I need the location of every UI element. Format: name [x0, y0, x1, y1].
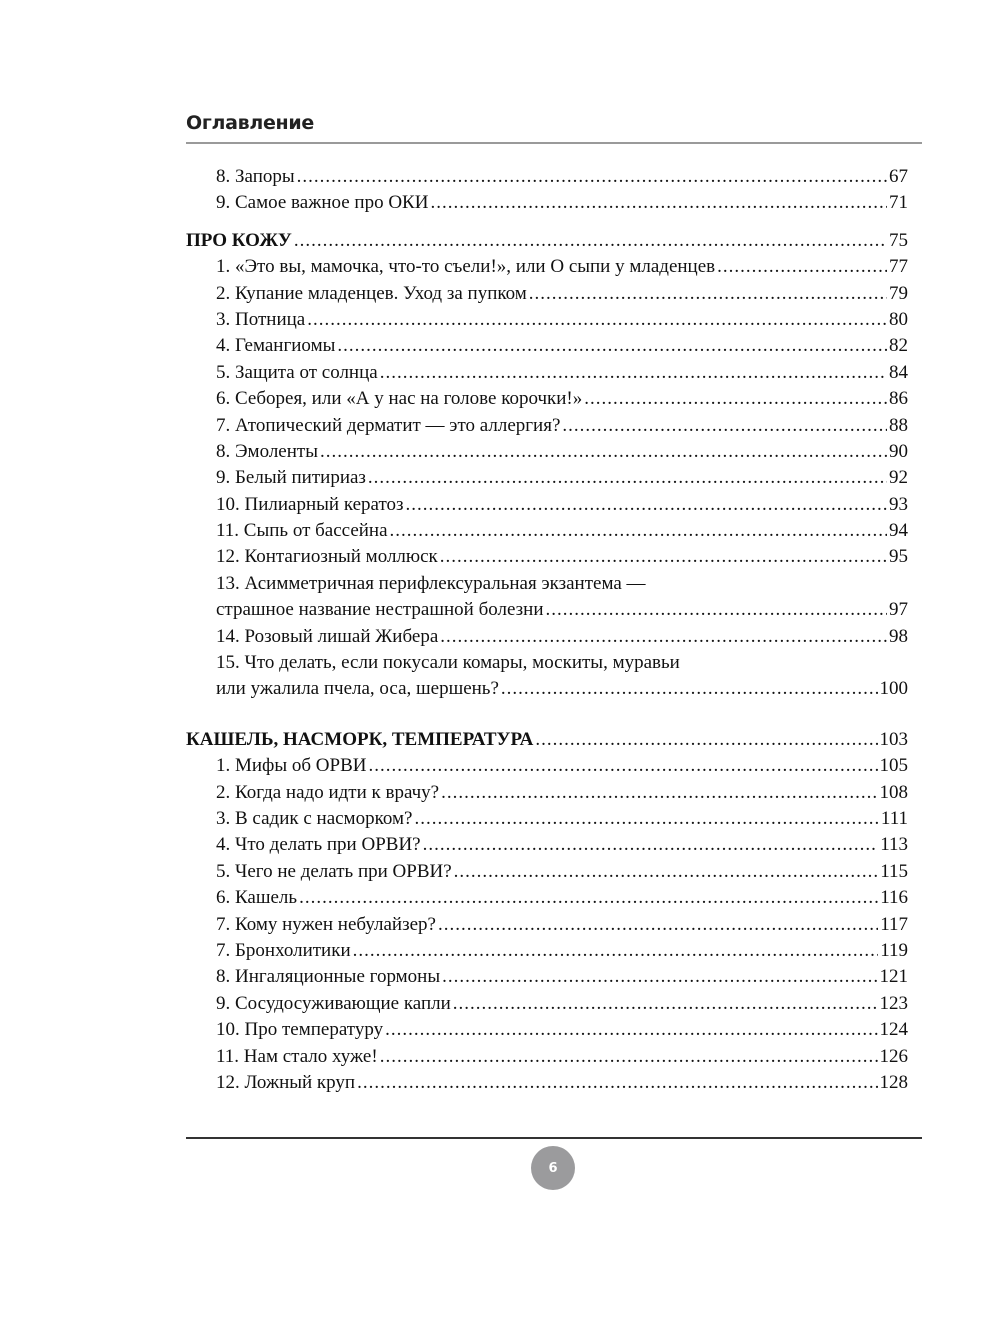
dot-leader [438, 912, 878, 938]
dot-leader [454, 859, 879, 885]
dot-leader [353, 938, 879, 964]
toc-entry-title: страшное название нестрашной болезни [216, 599, 544, 621]
toc-page-number: 92 [889, 467, 908, 489]
toc-entry-title: 6. Себорея, или «А у нас на голове корочки!» [216, 388, 583, 410]
dot-leader [501, 676, 878, 702]
toc-page-number: 79 [889, 282, 908, 304]
toc-line [186, 492, 908, 518]
toc-page-number: 116 [880, 887, 908, 909]
toc-entry-title: 3. Потница [216, 308, 306, 330]
dot-leader [430, 190, 887, 216]
toc-line [186, 571, 908, 597]
toc-page-number: 126 [879, 1045, 908, 1067]
toc-entry[interactable] [186, 413, 908, 439]
toc-line [186, 832, 908, 858]
dot-leader [337, 333, 887, 359]
dot-leader [717, 254, 887, 280]
toc-page-number: 105 [879, 755, 908, 777]
toc-page-number: 108 [879, 781, 908, 803]
toc-line [186, 386, 908, 412]
toc-entry-title: 10. Пилиарный кератоз [216, 493, 404, 515]
toc-page-number: 93 [889, 493, 908, 515]
toc-entry[interactable] [186, 254, 908, 280]
toc-entry-title: 12. Контагиозный моллюск [216, 546, 438, 568]
dot-leader [441, 780, 877, 806]
toc-entry-title: или ужалила пчела, оса, шершень? [216, 678, 499, 700]
toc-entry[interactable] [186, 859, 908, 885]
toc-page-number: 67 [889, 166, 908, 187]
toc-entry-title: 2. Когда надо идти к врачу? [216, 781, 440, 803]
toc-entry[interactable] [186, 832, 908, 858]
toc-line [186, 228, 908, 254]
toc-line [186, 676, 908, 702]
toc-entry-title: 9. Белый питириаз [216, 467, 366, 489]
dot-leader [385, 1017, 877, 1043]
toc-entry-title: ПРО КОЖУ [186, 229, 292, 251]
toc-page-number: 90 [889, 440, 908, 462]
toc-entry[interactable] [186, 753, 908, 779]
toc-entry[interactable] [186, 964, 908, 990]
dot-leader [380, 360, 887, 386]
toc-entry-title: 5. Защита от солнца [216, 361, 378, 383]
toc-line [186, 1044, 908, 1070]
table-of-contents [186, 164, 908, 1096]
toc-line [186, 938, 908, 964]
toc-entry-title: 7. Атопический дерматит — это аллергия? [216, 414, 561, 436]
dot-leader [320, 439, 887, 465]
toc-page-number: 97 [889, 599, 908, 621]
toc-page-number: 88 [889, 414, 908, 436]
dot-leader [307, 307, 887, 333]
dot-leader [562, 413, 887, 439]
toc-entry[interactable] [186, 492, 908, 518]
footer-divider [186, 1137, 922, 1139]
toc-line [186, 597, 908, 623]
toc-line [186, 333, 908, 359]
toc-entry[interactable] [186, 465, 908, 491]
toc-page-number: 119 [880, 939, 908, 961]
toc-entry-title: 13. Асимметричная перифлексуральная экзантема — [216, 572, 646, 594]
toc-entry[interactable] [186, 307, 908, 333]
header-divider [186, 142, 922, 144]
toc-entry-title: 2. Купание младенцев. Уход за пупком [216, 282, 527, 304]
toc-line [186, 518, 908, 544]
toc-entry[interactable] [186, 544, 908, 570]
toc-page-number: 86 [889, 388, 908, 410]
toc-line [186, 190, 908, 216]
toc-entry[interactable] [186, 1044, 908, 1070]
toc-line [186, 650, 908, 676]
dot-leader [529, 281, 887, 307]
toc-page-number: 123 [879, 992, 908, 1014]
toc-entry-title: 14. Розовый лишай Жибера [216, 625, 439, 647]
toc-entry-title: КАШЕЛЬ, НАСМОРК, ТЕМПЕРАТУРА [186, 728, 534, 750]
toc-line [186, 413, 908, 439]
toc-entry-title: 8. Ингаляционные гормоны [216, 966, 441, 988]
toc-line [186, 1017, 908, 1043]
toc-entry[interactable] [186, 571, 908, 624]
toc-line [186, 360, 908, 386]
toc-entry-title: 11. Сыпь от бассейна [216, 520, 388, 542]
toc-line [186, 439, 908, 465]
dot-leader [414, 806, 878, 832]
toc-entry-title: 4. Что делать при ОРВИ? [216, 834, 421, 856]
toc-line [186, 753, 908, 779]
toc-line [186, 780, 908, 806]
toc-line [186, 991, 908, 1017]
toc-entry[interactable] [186, 360, 908, 386]
toc-entry[interactable] [186, 938, 908, 964]
toc-line [186, 885, 908, 911]
toc-line [186, 964, 908, 990]
toc-entry-title: 8. Эмоленты [216, 440, 318, 462]
toc-page-number: 111 [880, 807, 908, 829]
toc-entry[interactable] [186, 885, 908, 911]
toc-line [186, 1070, 908, 1096]
dot-leader [440, 624, 887, 650]
toc-entry[interactable] [186, 333, 908, 359]
toc-entry[interactable] [186, 780, 908, 806]
page-title: Оглавление [186, 112, 314, 134]
dot-leader [453, 991, 878, 1017]
toc-page-number: 100 [879, 678, 908, 700]
toc-line [186, 254, 908, 280]
toc-entry-title: 5. Чего не делать при ОРВИ? [216, 860, 452, 882]
dot-leader [357, 1070, 877, 1096]
toc-entry-title: 7. Бронхолитики [216, 939, 351, 961]
toc-page-number: 113 [880, 834, 908, 856]
toc-page-number: 95 [889, 546, 908, 568]
toc-entry-title: 6. Кашель [216, 887, 298, 909]
page-number-badge: 6 [531, 1146, 575, 1190]
toc-page-number: 94 [889, 520, 908, 542]
toc-page-number: 103 [879, 728, 908, 750]
toc-entry[interactable] [186, 386, 908, 412]
dot-leader [442, 964, 877, 990]
toc-line [186, 281, 908, 307]
dot-leader [535, 727, 877, 753]
toc-line [186, 912, 908, 938]
toc-page-number: 80 [889, 308, 908, 330]
dot-leader [380, 1044, 878, 1070]
toc-section-heading[interactable] [186, 727, 908, 753]
dot-leader [390, 518, 887, 544]
toc-page-number: 82 [889, 335, 908, 357]
dot-leader [584, 386, 887, 412]
dot-leader [406, 492, 887, 518]
toc-entry-title: 4. Гемангиомы [216, 335, 336, 357]
toc-page-number: 128 [879, 1071, 908, 1093]
toc-entry-title: 15. Что делать, если покусали комары, москиты, муравьи [216, 652, 680, 674]
toc-entry[interactable] [186, 439, 908, 465]
toc-page-number: 117 [880, 913, 908, 935]
toc-page-number: 121 [879, 966, 908, 988]
toc-section-heading[interactable] [186, 228, 908, 254]
toc-line [186, 727, 908, 753]
toc-entry[interactable] [186, 190, 908, 216]
dot-leader [297, 164, 887, 190]
toc-entry-title: 1. «Это вы, мамочка, что-то съели!», или О сыпи у младенцев [216, 256, 716, 278]
toc-entry-title: 7. Кому нужен небулайзер? [216, 913, 436, 935]
toc-entry[interactable] [186, 164, 908, 190]
toc-entry-title: 1. Мифы об ОРВИ [216, 755, 367, 777]
toc-page-number: 77 [889, 256, 908, 278]
toc-page-number: 98 [889, 625, 908, 647]
toc-line [186, 806, 908, 832]
toc-line [186, 465, 908, 491]
toc-entry[interactable] [186, 1017, 908, 1043]
dot-leader [440, 544, 887, 570]
toc-line [186, 624, 908, 650]
toc-page-number: 124 [879, 1019, 908, 1041]
toc-entry-title: 11. Нам стало хуже! [216, 1045, 378, 1067]
toc-line [186, 544, 908, 570]
toc-entry[interactable] [186, 991, 908, 1017]
toc-page-number: 71 [889, 192, 908, 214]
toc-entry-title: 9. Сосудосуживающие капли [216, 992, 451, 1014]
toc-line [186, 859, 908, 885]
dot-leader [368, 465, 887, 491]
toc-entry-title: 3. В садик с насморком? [216, 807, 413, 829]
toc-entry-title: 12. Ложный круп [216, 1071, 356, 1093]
toc-page-number: 75 [889, 229, 908, 251]
dot-leader [294, 228, 887, 254]
toc-entry-title: 9. Самое важное про ОКИ [216, 192, 429, 214]
toc-line [186, 164, 908, 190]
toc-entry[interactable] [186, 912, 908, 938]
toc-entry[interactable] [186, 650, 908, 703]
toc-entry-title: 8. Запоры [216, 166, 295, 187]
toc-entry[interactable] [186, 624, 908, 650]
toc-line [186, 307, 908, 333]
dot-leader [546, 597, 888, 623]
toc-entry[interactable] [186, 806, 908, 832]
toc-page-number: 115 [880, 860, 908, 882]
dot-leader [423, 832, 879, 858]
toc-entry-title: 10. Про температуру [216, 1019, 384, 1041]
toc-entry[interactable] [186, 518, 908, 544]
toc-entry[interactable] [186, 1070, 908, 1096]
dot-leader [299, 885, 878, 911]
toc-entry[interactable] [186, 281, 908, 307]
toc-page-number: 84 [889, 361, 908, 383]
dot-leader [369, 753, 878, 779]
